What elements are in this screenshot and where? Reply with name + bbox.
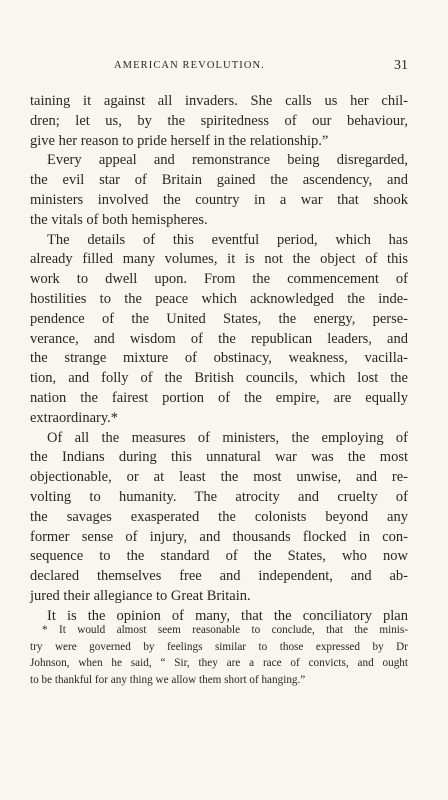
body-line: ministers involved the country in a war that shook <box>30 191 408 208</box>
body-line: the strange mixture of obstinacy, weakness, vacilla- <box>30 350 408 367</box>
body-line: verance, and wisdom of the republican leaders, and <box>30 330 408 347</box>
body-line: nation the fairest portion of the empire, are equally <box>30 389 408 406</box>
footnote-line: to be thankful for any thing we allow them short of hanging.” <box>30 673 306 686</box>
body-line: extraordinary.* <box>30 409 119 426</box>
running-head <box>30 60 408 80</box>
body-line: the savages exasperated the colonists beyond any <box>30 508 408 525</box>
page-number: 31 <box>394 58 408 73</box>
body-line: the Indians during this unnatural war was the most <box>30 449 408 466</box>
body-line: It is the opinion of many, that the conciliatory plan <box>47 607 408 624</box>
body-line: dren; let us, by the spiritedness of our behaviour, <box>30 112 408 129</box>
body-line: work to dwell upon. From the commencement of <box>30 271 408 288</box>
body-line: hostilities to the peace which acknowledged the inde- <box>30 290 408 307</box>
footnote-line: * It would almost seem reasonable to conclude, that the minis- <box>42 624 408 636</box>
body-text <box>30 92 408 627</box>
body-line: the evil star of Britain gained the ascendency, and <box>30 172 408 189</box>
body-line: taining it against all invaders. She calls us her chil- <box>30 93 408 109</box>
body-line: volting to humanity. The atrocity and cruelty of <box>30 488 408 505</box>
body-line: former sense of injury, and thousands flocked in con- <box>30 528 408 545</box>
body-line: Of all the measures of ministers, the employing of <box>47 429 408 446</box>
running-head-title: AMERICAN REVOLUTION. <box>114 60 265 71</box>
body-line: give her reason to pride herself in the relationship.” <box>30 132 329 149</box>
body-line: already filled many volumes, it is not the object of this <box>30 251 408 268</box>
body-line: tion, and folly of the British councils, which lost the <box>30 370 408 387</box>
footnote-line: Johnson, when he said, “ Sir, they are a race of convicts, and ought <box>30 657 408 669</box>
body-line: the vitals of both hemispheres. <box>30 211 208 228</box>
body-line: objectionable, or at least the most unwise, and re- <box>30 469 408 486</box>
body-line: declared themselves free and independent, and ab- <box>30 568 408 585</box>
body-line: Every appeal and remonstrance being disregarded, <box>47 152 408 169</box>
body-line: The details of this eventful period, which has <box>47 231 408 248</box>
footnote-line: try were governed by feelings similar to those expressed by Dr <box>30 640 408 653</box>
body-line: pendence of the United States, the energy, perse- <box>30 310 408 327</box>
body-line: jured their allegiance to Great Britain. <box>30 587 251 604</box>
footnote <box>30 622 408 688</box>
body-line: sequence to the standard of the States, who now <box>30 548 408 565</box>
